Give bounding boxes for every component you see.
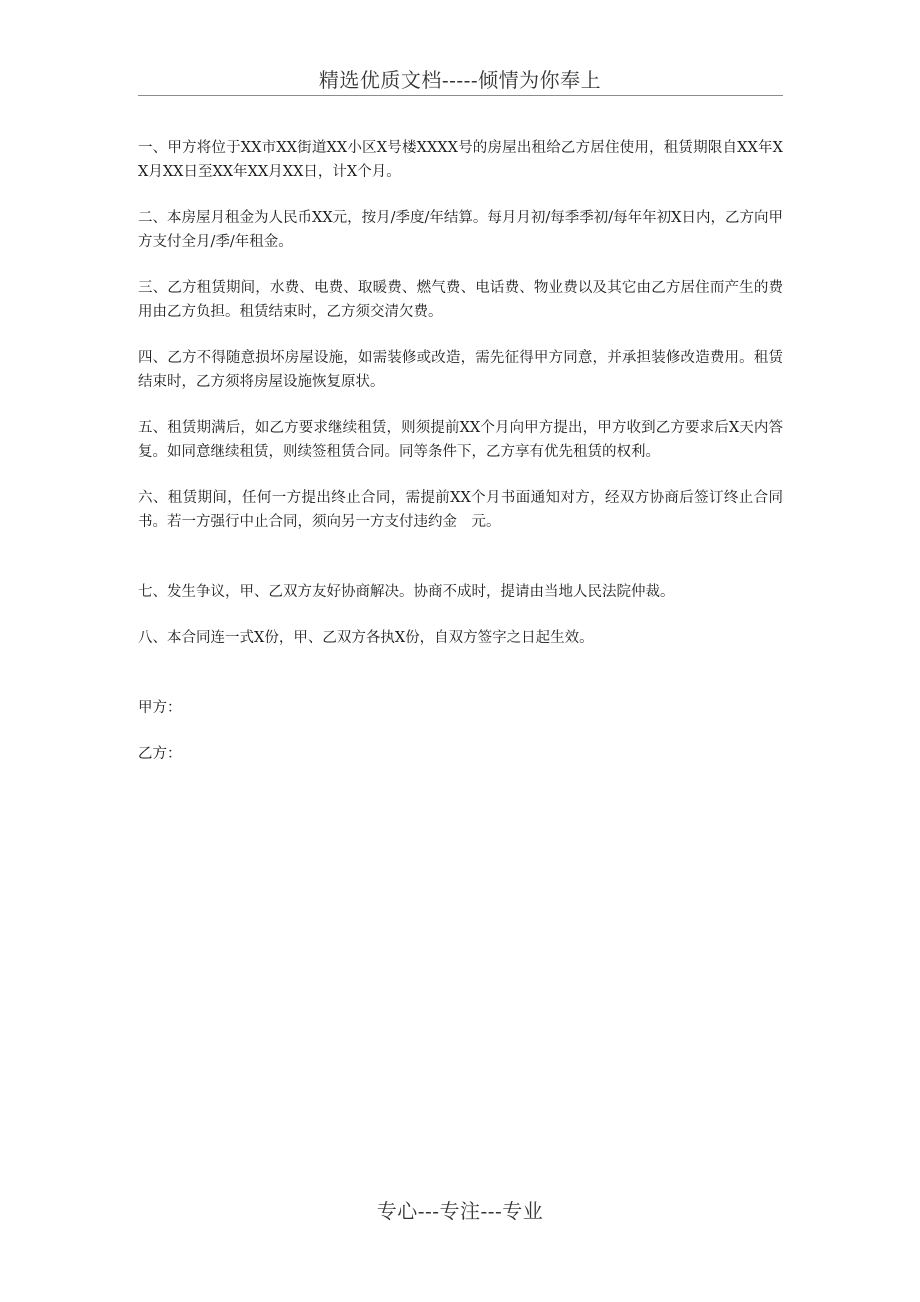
party-a-signature: 甲方： — [138, 700, 182, 716]
clause-5: 五、租赁期满后，如乙方要求继续租赁，则须提前XX个月向甲方提出，甲方收到乙方要求后X天内答复。如同意继续租赁，则续签租赁合同。同等条件下，乙方享有优先租赁的权利。 — [138, 420, 783, 460]
page-header-title: 精选优质文档-----倾情为你奉上 — [318, 68, 602, 92]
clause-1: 一、甲方将位于XX市XX街道XX小区X号楼XXXX号的房屋出租给乙方居住使用，租赁期限自XX年XX月XX日至XX年XX月XX日，计X个月。 — [138, 140, 783, 180]
clause-8: 八、本合同连一式X份，甲、乙双方各执X份，自双方签字之日起生效。 — [138, 630, 594, 646]
page-footer-text: 专心---专注---专业 — [376, 1199, 544, 1223]
party-b-signature: 乙方： — [138, 746, 182, 762]
contract-body — [138, 136, 783, 788]
header-divider — [138, 95, 783, 96]
clause-6: 六、租赁期间，任何一方提出终止合同，需提前XX个月书面通知对方，经双方协商后签订终止合同书。若一方强行中止合同，须向另一方支付违约金 元。 — [138, 490, 783, 530]
clause-7: 七、发生争议，甲、乙双方友好协商解决。协商不成时，提请由当地人民法院仲裁。 — [138, 584, 675, 600]
clause-3: 三、乙方租赁期间，水费、电费、取暖费、燃气费、电话费、物业费以及其它由乙方居住而产生的费用由乙方负担。租赁结束时，乙方须交清欠费。 — [138, 280, 783, 320]
clause-4: 四、乙方不得随意损坏房屋设施，如需装修或改造，需先征得甲方同意，并承担装修改造费用。租赁结束时，乙方须将房屋设施恢复原状。 — [138, 350, 783, 390]
clause-2: 二、本房屋月租金为人民币XX元，按月/季度/年结算。每月月初/每季季初/每年年初X日内，乙方向甲方支付全月/季/年租金。 — [138, 210, 784, 250]
